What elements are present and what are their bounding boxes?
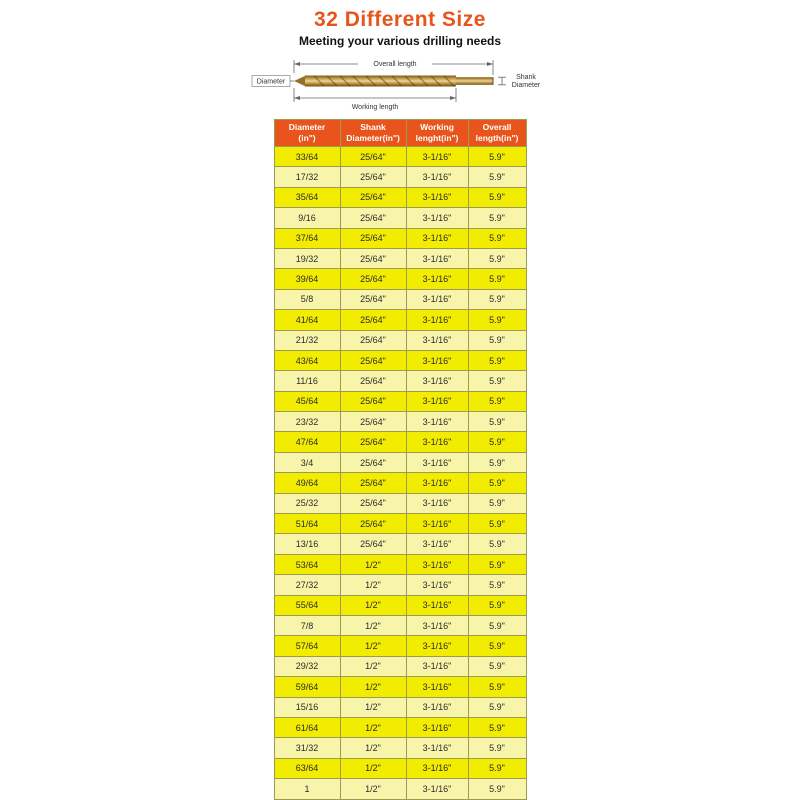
- table-row: [274, 187, 526, 207]
- table-row: [274, 452, 526, 472]
- table-cell: 25/64": [340, 452, 406, 472]
- shank-diameter-label-line1: Shank: [516, 74, 536, 81]
- table-cell: 3-1/16": [406, 615, 468, 635]
- drill-bit-svg: [250, 52, 550, 112]
- table-row: [274, 412, 526, 432]
- table-cell: 3/4: [274, 452, 340, 472]
- table-cell: 49/64: [274, 473, 340, 493]
- table-cell: 25/64": [340, 269, 406, 289]
- table-cell: 5.9": [468, 738, 526, 758]
- table-row: [274, 717, 526, 737]
- table-cell: 25/64": [340, 412, 406, 432]
- table-cell: 25/64": [340, 167, 406, 187]
- table-cell: 25/64": [340, 534, 406, 554]
- table-cell: 1/2": [340, 615, 406, 635]
- table-cell: 1/2": [340, 554, 406, 574]
- table-cell: 25/64": [340, 228, 406, 248]
- table-cell: 55/64: [274, 595, 340, 615]
- table-row: [274, 514, 526, 534]
- table-cell: 5.9": [468, 554, 526, 574]
- col-header-overall-length: [468, 120, 526, 147]
- table-cell: 7/8: [274, 615, 340, 635]
- table-row: [274, 473, 526, 493]
- drill-bit-diagram: [250, 52, 550, 117]
- table-row: [274, 208, 526, 228]
- table-row: [274, 269, 526, 289]
- table-cell: 3-1/16": [406, 493, 468, 513]
- table-cell: 11/16: [274, 371, 340, 391]
- table-cell: 61/64: [274, 717, 340, 737]
- table-row: [274, 167, 526, 187]
- table-cell: 3-1/16": [406, 452, 468, 472]
- table-cell: 43/64: [274, 350, 340, 370]
- table-cell: 57/64: [274, 636, 340, 656]
- table-cell: 5.9": [468, 371, 526, 391]
- col-header-working-length: [406, 120, 468, 147]
- table-cell: 1/2": [340, 677, 406, 697]
- overall-length-dimension: [294, 60, 493, 75]
- table-cell: 5.9": [468, 432, 526, 452]
- table-row: [274, 636, 526, 656]
- table-cell: 5.9": [468, 493, 526, 513]
- drill-shank: [456, 77, 493, 85]
- shank-diameter-dimension: [498, 74, 541, 89]
- col-header-text: Diameter: [288, 122, 326, 133]
- table-cell: 3-1/16": [406, 514, 468, 534]
- page-subtitle: Meeting your various drilling needs: [298, 34, 502, 48]
- table-cell: 1/2": [340, 656, 406, 676]
- table-cell: 3-1/16": [406, 554, 468, 574]
- table-cell: 1/2": [340, 636, 406, 656]
- table-row: [274, 615, 526, 635]
- table-cell: 3-1/16": [406, 167, 468, 187]
- table-cell: 1/2": [340, 717, 406, 737]
- table-cell: 3-1/16": [406, 677, 468, 697]
- table-cell: 5.9": [468, 514, 526, 534]
- table-cell: 3-1/16": [406, 412, 468, 432]
- table-cell: 5.9": [468, 758, 526, 778]
- table-cell: 53/64: [274, 554, 340, 574]
- table-cell: 3-1/16": [406, 248, 468, 268]
- table-cell: 3-1/16": [406, 391, 468, 411]
- col-header-text: (in"): [298, 133, 316, 143]
- col-header-text: lenght(in"): [415, 133, 459, 143]
- table-cell: 51/64: [274, 514, 340, 534]
- table-cell: 5.9": [468, 350, 526, 370]
- table-cell: 39/64: [274, 269, 340, 289]
- table-cell: 25/64": [340, 330, 406, 350]
- table-cell: 5.9": [468, 473, 526, 493]
- drill-tip: [294, 76, 306, 87]
- col-header-text: Working: [420, 122, 454, 133]
- table-cell: 5.9": [468, 595, 526, 615]
- table-cell: 5.9": [468, 412, 526, 432]
- table-cell: 5.9": [468, 228, 526, 248]
- table-cell: 25/64": [340, 473, 406, 493]
- table-cell: 5.9": [468, 330, 526, 350]
- table-row: [274, 493, 526, 513]
- overall-length-label: Overall length: [373, 61, 417, 68]
- table-cell: 3-1/16": [406, 656, 468, 676]
- table-cell: 1: [274, 779, 340, 799]
- table-cell: 31/32: [274, 738, 340, 758]
- table-cell: 15/16: [274, 697, 340, 717]
- table-row: [274, 656, 526, 676]
- table-cell: 27/32: [274, 575, 340, 595]
- table-cell: 35/64: [274, 187, 340, 207]
- table-cell: 25/64": [340, 147, 406, 167]
- table-cell: 5.9": [468, 697, 526, 717]
- table-cell: 3-1/16": [406, 330, 468, 350]
- table-cell: 37/64: [274, 228, 340, 248]
- table-cell: 25/64": [340, 310, 406, 330]
- table-row: [274, 310, 526, 330]
- shank-diameter-label-line2: Diameter: [511, 82, 541, 89]
- table-cell: 5.9": [468, 269, 526, 289]
- table-cell: 1/2": [340, 697, 406, 717]
- table-cell: 47/64: [274, 432, 340, 452]
- table-cell: 25/32: [274, 493, 340, 513]
- table-cell: 41/64: [274, 310, 340, 330]
- table-row: [274, 350, 526, 370]
- table-cell: 1/2": [340, 575, 406, 595]
- table-cell: 3-1/16": [406, 697, 468, 717]
- table-cell: 3-1/16": [406, 534, 468, 554]
- table-cell: 5.9": [468, 656, 526, 676]
- table-cell: 3-1/16": [406, 738, 468, 758]
- table-cell: 25/64": [340, 514, 406, 534]
- table-cell: 5.9": [468, 391, 526, 411]
- table-cell: 29/32: [274, 656, 340, 676]
- table-cell: 3-1/16": [406, 269, 468, 289]
- table-cell: 3-1/16": [406, 717, 468, 737]
- col-header-diameter: [274, 120, 340, 147]
- table-row: [274, 738, 526, 758]
- table-row: [274, 371, 526, 391]
- table-cell: 5.9": [468, 208, 526, 228]
- table-cell: 1/2": [340, 738, 406, 758]
- table-cell: 3-1/16": [406, 779, 468, 799]
- table-cell: 5/8: [274, 289, 340, 309]
- col-header-shank-diameter: [340, 120, 406, 147]
- table-cell: 45/64: [274, 391, 340, 411]
- page-title: 32 Different Size: [314, 8, 486, 31]
- size-table-body: [274, 147, 526, 800]
- table-cell: 3-1/16": [406, 228, 468, 248]
- table-cell: 1/2": [340, 595, 406, 615]
- table-row: [274, 432, 526, 452]
- table-row: [274, 697, 526, 717]
- table-row: [274, 758, 526, 778]
- table-row: [274, 289, 526, 309]
- drill-bit: [294, 76, 493, 87]
- size-table: [274, 119, 527, 800]
- diameter-dimension: [252, 76, 294, 87]
- table-cell: 25/64": [340, 432, 406, 452]
- col-header-text: Diameter(in"): [346, 133, 400, 143]
- table-cell: 25/64": [340, 248, 406, 268]
- table-cell: 3-1/16": [406, 595, 468, 615]
- table-cell: 1/2": [340, 779, 406, 799]
- table-cell: 5.9": [468, 717, 526, 737]
- table-row: [274, 228, 526, 248]
- table-cell: 5.9": [468, 575, 526, 595]
- table-row: [274, 779, 526, 799]
- table-row: [274, 534, 526, 554]
- table-row: [274, 391, 526, 411]
- table-row: [274, 575, 526, 595]
- table-cell: 25/64": [340, 208, 406, 228]
- table-cell: 25/64": [340, 493, 406, 513]
- table-cell: 3-1/16": [406, 636, 468, 656]
- col-header-text: Overall: [482, 122, 512, 133]
- col-header-text: length(in"): [475, 133, 519, 143]
- col-header-text: Shank: [360, 122, 386, 133]
- table-cell: 5.9": [468, 147, 526, 167]
- table-cell: 3-1/16": [406, 187, 468, 207]
- table-cell: 25/64": [340, 289, 406, 309]
- table-cell: 3-1/16": [406, 575, 468, 595]
- table-cell: 1/2": [340, 758, 406, 778]
- table-row: [274, 595, 526, 615]
- table-cell: 33/64: [274, 147, 340, 167]
- table-cell: 3-1/16": [406, 473, 468, 493]
- table-row: [274, 147, 526, 167]
- table-cell: 19/32: [274, 248, 340, 268]
- table-cell: 3-1/16": [406, 147, 468, 167]
- table-cell: 5.9": [468, 187, 526, 207]
- table-row: [274, 554, 526, 574]
- table-cell: 3-1/16": [406, 310, 468, 330]
- table-cell: 9/16: [274, 208, 340, 228]
- table-cell: 25/64": [340, 350, 406, 370]
- table-row: [274, 248, 526, 268]
- table-cell: 17/32: [274, 167, 340, 187]
- table-cell: 5.9": [468, 779, 526, 799]
- table-cell: 3-1/16": [406, 208, 468, 228]
- table-cell: 63/64: [274, 758, 340, 778]
- table-cell: 5.9": [468, 636, 526, 656]
- table-cell: 25/64": [340, 371, 406, 391]
- table-cell: 5.9": [468, 167, 526, 187]
- table-cell: 23/32: [274, 412, 340, 432]
- table-row: [274, 677, 526, 697]
- working-length-dimension: [294, 88, 456, 111]
- table-row: [274, 330, 526, 350]
- table-cell: 5.9": [468, 452, 526, 472]
- table-cell: 5.9": [468, 677, 526, 697]
- table-header-row: [274, 120, 526, 147]
- diameter-label: Diameter: [256, 78, 286, 86]
- table-cell: 21/32: [274, 330, 340, 350]
- table-cell: 5.9": [468, 534, 526, 554]
- table-cell: 3-1/16": [406, 371, 468, 391]
- table-cell: 3-1/16": [406, 758, 468, 778]
- table-cell: 5.9": [468, 615, 526, 635]
- table-cell: 25/64": [340, 187, 406, 207]
- working-length-label: Working length: [351, 104, 399, 111]
- table-cell: 5.9": [468, 248, 526, 268]
- header: [0, 0, 800, 48]
- table-cell: 13/16: [274, 534, 340, 554]
- table-cell: 59/64: [274, 677, 340, 697]
- table-cell: 3-1/16": [406, 432, 468, 452]
- table-cell: 25/64": [340, 391, 406, 411]
- table-cell: 3-1/16": [406, 350, 468, 370]
- table-cell: 5.9": [468, 310, 526, 330]
- table-cell: 5.9": [468, 289, 526, 309]
- table-cell: 3-1/16": [406, 289, 468, 309]
